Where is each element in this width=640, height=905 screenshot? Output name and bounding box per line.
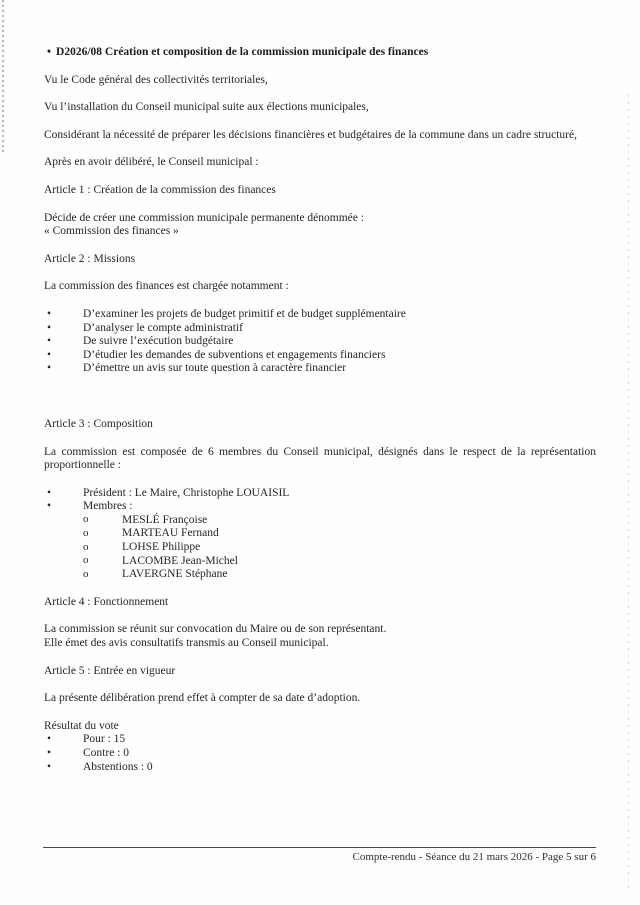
sub-bullet-marker: o: [83, 567, 89, 580]
article-3-heading: Article 3 : Composition: [44, 417, 153, 430]
bullet-marker: •: [47, 500, 52, 513]
mission-text: D’étudier les demandes de subventions et engagements financiers: [83, 348, 386, 361]
list-item: [44, 747, 596, 761]
paragraph-decide: [44, 212, 596, 239]
list-item: [44, 500, 596, 514]
membre-name: LAVERGNE Stéphane: [122, 568, 228, 581]
fonctionnement-line-2: Elle émet des avis consultatifs transmis au Conseil municipal.: [44, 637, 329, 650]
document-content: [44, 46, 596, 774]
mission-text: D’analyser le compte administratif: [83, 321, 243, 334]
bullet-marker: •: [47, 760, 52, 773]
fonctionnement-line-1: La commission se réunit sur convocation du Maire ou de son représentant.: [44, 623, 387, 636]
membre-name: MESLÉ Françoise: [122, 513, 208, 526]
sub-bullet-marker: o: [83, 540, 89, 553]
paragraph-considerant: Considérant la nécessité de préparer les décisions financières et budgétaires de la commune dans un cadre structuré,: [44, 128, 577, 141]
paragraph-vigueur: La présente délibération prend effet à compter de sa date d’adoption.: [44, 692, 361, 705]
list-item: [44, 568, 596, 582]
list-item: [44, 555, 596, 569]
bullet-marker: •: [47, 486, 52, 499]
page-footer: [43, 847, 596, 865]
paragraph-missions-intro: La commission des finances est chargée notamment :: [44, 280, 289, 293]
sub-bullet-marker: o: [83, 513, 89, 526]
vote-contre: Contre : 0: [83, 747, 129, 759]
membre-name: MARTEAU Fernand: [122, 527, 219, 540]
sub-bullet-marker: o: [83, 526, 89, 539]
decide-line-2: « Commission des finances »: [44, 225, 179, 238]
bullet-marker: •: [47, 733, 52, 746]
list-item: [44, 733, 596, 747]
missions-list: [44, 308, 596, 376]
footer-text: Compte-rendu - Séance du 21 mars 2026 - Page 5 sur 6: [352, 851, 596, 863]
article-5-heading: Article 5 : Entrée en vigueur: [44, 664, 176, 677]
mission-text: D’émettre un avis sur toute question à caractère financier: [83, 362, 347, 375]
list-item: [44, 349, 596, 363]
list-item: [44, 362, 596, 376]
list-item: [44, 308, 596, 322]
paragraph-composition-intro: La commission est composée de 6 membres du Conseil municipal, désignés dans le respect de la représentation proportionnelle :: [44, 445, 596, 472]
article-2-heading: Article 2 : Missions: [44, 252, 136, 265]
membre-name: LOHSE Philippe: [122, 541, 201, 554]
membres-label: Membres :: [83, 500, 133, 513]
vote-result-title: Résultat du vote: [44, 719, 119, 732]
title-bullet-marker: •: [47, 46, 52, 58]
bullet-marker: •: [47, 335, 52, 348]
list-item: [44, 322, 596, 336]
vote-abstentions: Abstentions : 0: [83, 760, 153, 773]
vote-pour: Pour : 15: [83, 733, 126, 746]
deliberation-title-text: D2026/08 Création et composition de la commission municipale des finances: [56, 46, 429, 58]
scan-artifact-right-edge: [628, 95, 629, 890]
composition-list: [44, 487, 596, 582]
list-item: [44, 514, 596, 528]
bullet-marker: •: [47, 307, 52, 320]
president-text: Président : Le Maire, Christophe LOUAISIL: [83, 486, 290, 499]
article-1-heading: Article 1 : Création de la commission des finances: [44, 183, 276, 196]
deliberation-title: [44, 46, 596, 60]
paragraph-vu-installation: Vu l’installation du Conseil municipal suite aux élections municipales,: [44, 101, 369, 114]
mission-text: De suivre l’exécution budgétaire: [83, 335, 234, 348]
membre-name: LACOMBE Jean-Michel: [122, 554, 238, 567]
list-item: [44, 335, 596, 349]
mission-text: D’examiner les projets de budget primitif et de budget supplémentaire: [83, 307, 406, 320]
vote-result-block: [44, 720, 596, 774]
list-item: [44, 487, 596, 501]
sub-bullet-marker: o: [83, 554, 89, 567]
decide-line-1: Décide de créer une commission municipale permanente dénommée :: [44, 211, 364, 224]
article-4-heading: Article 4 : Fonctionnement: [44, 595, 169, 608]
bullet-marker: •: [47, 362, 52, 375]
list-item: [44, 761, 596, 775]
scan-artifact-left-edge: [2, 0, 4, 152]
bullet-marker: •: [47, 747, 52, 759]
paragraph-vu-code: Vu le Code général des collectivités territoriales,: [44, 73, 268, 86]
list-item: [44, 541, 596, 555]
paragraph-fonctionnement: [44, 623, 596, 650]
list-item: [44, 527, 596, 541]
bullet-marker: •: [47, 321, 52, 334]
bullet-marker: •: [47, 348, 52, 361]
paragraph-apres-deliberation: Après en avoir délibéré, le Conseil municipal :: [44, 156, 259, 169]
